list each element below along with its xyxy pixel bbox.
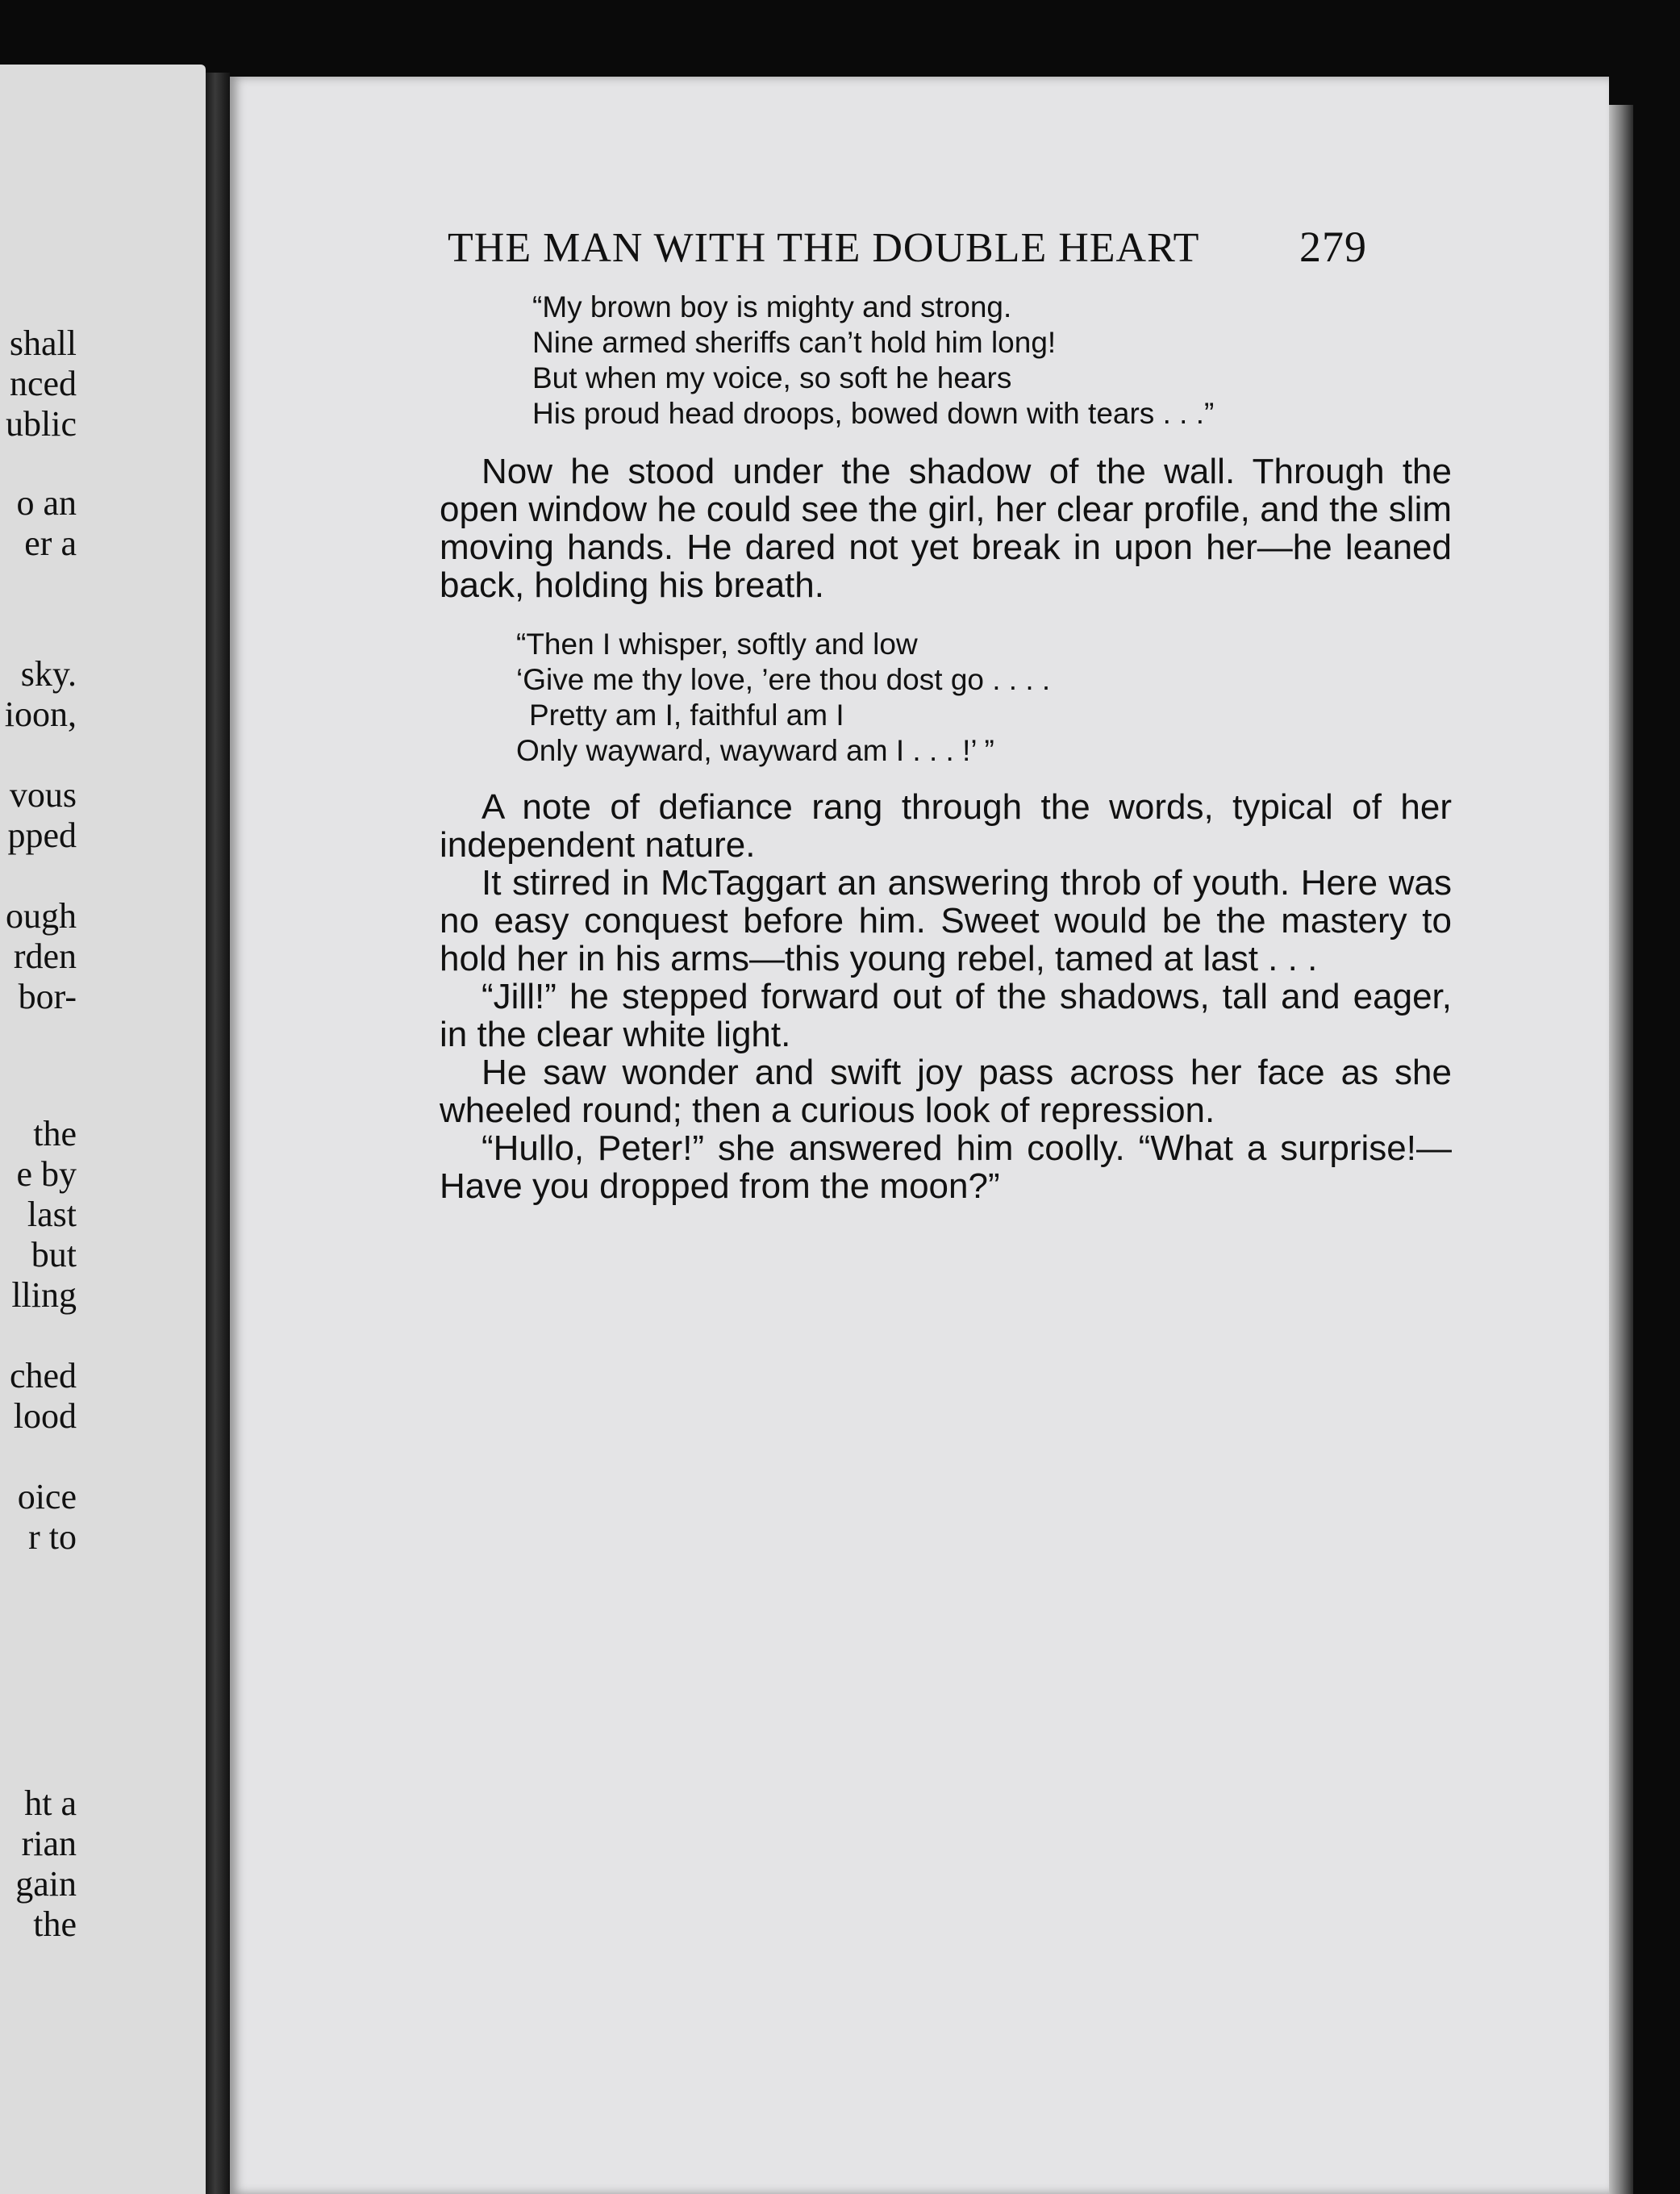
verse-line: Pretty am I, faithful am I xyxy=(529,699,844,732)
left-fragment: lood xyxy=(13,1396,77,1436)
book-gutter xyxy=(206,73,230,2194)
paragraph: “Hullo, Peter!” she answered him coolly. “What a surprise!—Have you dropped from the moon?” xyxy=(440,1128,1452,1206)
right-page xyxy=(230,77,1609,2194)
verse-line: Only wayward, wayward am I . . . !’ ” xyxy=(516,734,994,767)
verse-line: “Then I whisper, softly and low xyxy=(516,628,918,661)
verse-line: “My brown boy is mighty and strong. xyxy=(532,290,1012,323)
left-fragment: vous xyxy=(9,775,77,815)
left-fragment: gain xyxy=(15,1864,77,1904)
verse-line: But when my voice, so soft he hears xyxy=(532,361,1012,394)
left-fragment: sky. xyxy=(20,654,77,694)
left-fragment: er a xyxy=(24,523,77,563)
left-fragment: nced xyxy=(9,364,77,403)
left-fragment: shall xyxy=(9,323,77,363)
running-title: THE MAN WITH THE DOUBLE HEART xyxy=(448,225,1200,271)
paragraph: It stirred in McTaggart an answering throb of youth. Here was no easy conquest before him. Sweet would be the mastery to hold her in his arms—this young rebel, tamed at last . . . xyxy=(440,863,1452,978)
verse-stanza-2 xyxy=(516,627,1593,769)
left-fragment: but xyxy=(31,1235,77,1274)
left-fragment: ublic xyxy=(6,404,77,444)
verse-line: Nine armed sheriffs can’t hold him long! xyxy=(532,326,1057,359)
paragraph: A note of defiance rang through the words, typical of her independent nature. xyxy=(440,787,1452,865)
left-fragment: lling xyxy=(11,1275,77,1315)
left-fragment: ioon, xyxy=(4,694,77,734)
left-fragment: oice xyxy=(17,1477,77,1516)
paragraph: “Jill!” he stepped forward out of the shadows, tall and eager, in the clear white light. xyxy=(440,977,1452,1054)
left-fragment: the xyxy=(33,1904,77,1944)
verse-stanza-1 xyxy=(532,290,1593,432)
paragraph: He saw wonder and swift joy pass across her face as she wheeled round; then a curious look of repression. xyxy=(440,1053,1452,1130)
left-fragment: rian xyxy=(21,1824,77,1863)
page-edge xyxy=(1609,105,1633,2194)
left-fragment: the xyxy=(33,1114,77,1153)
left-fragment: pped xyxy=(7,815,77,855)
verse-line: His proud head droops, bowed down with tears . . .” xyxy=(532,397,1215,430)
page-number: 279 xyxy=(1299,223,1367,271)
left-fragment: e by xyxy=(16,1154,77,1194)
prose-block-2 xyxy=(440,788,1452,1205)
left-page-text-fragments xyxy=(0,65,77,2194)
left-fragment: r to xyxy=(28,1517,77,1557)
left-fragment: ough xyxy=(6,896,77,936)
left-fragment: rden xyxy=(13,936,77,976)
page-content xyxy=(351,222,1593,1205)
left-facing-page xyxy=(0,65,206,2194)
left-fragment: o an xyxy=(16,483,77,523)
left-fragment: last xyxy=(27,1195,77,1234)
left-fragment: ht a xyxy=(24,1783,77,1823)
left-fragment: bor- xyxy=(18,977,77,1016)
paragraph: Now he stood under the shadow of the wall. Through the open window he could see the girl, her clear profile, and the slim moving hands. He dared not yet break in upon her—he leaned back, holding his breath. xyxy=(440,452,1452,605)
left-fragment: ched xyxy=(9,1356,77,1395)
prose-block-1 xyxy=(440,453,1452,604)
verse-line: ‘Give me thy love, ’ere thou dost go . . . . xyxy=(516,663,1051,696)
running-head xyxy=(448,222,1367,272)
